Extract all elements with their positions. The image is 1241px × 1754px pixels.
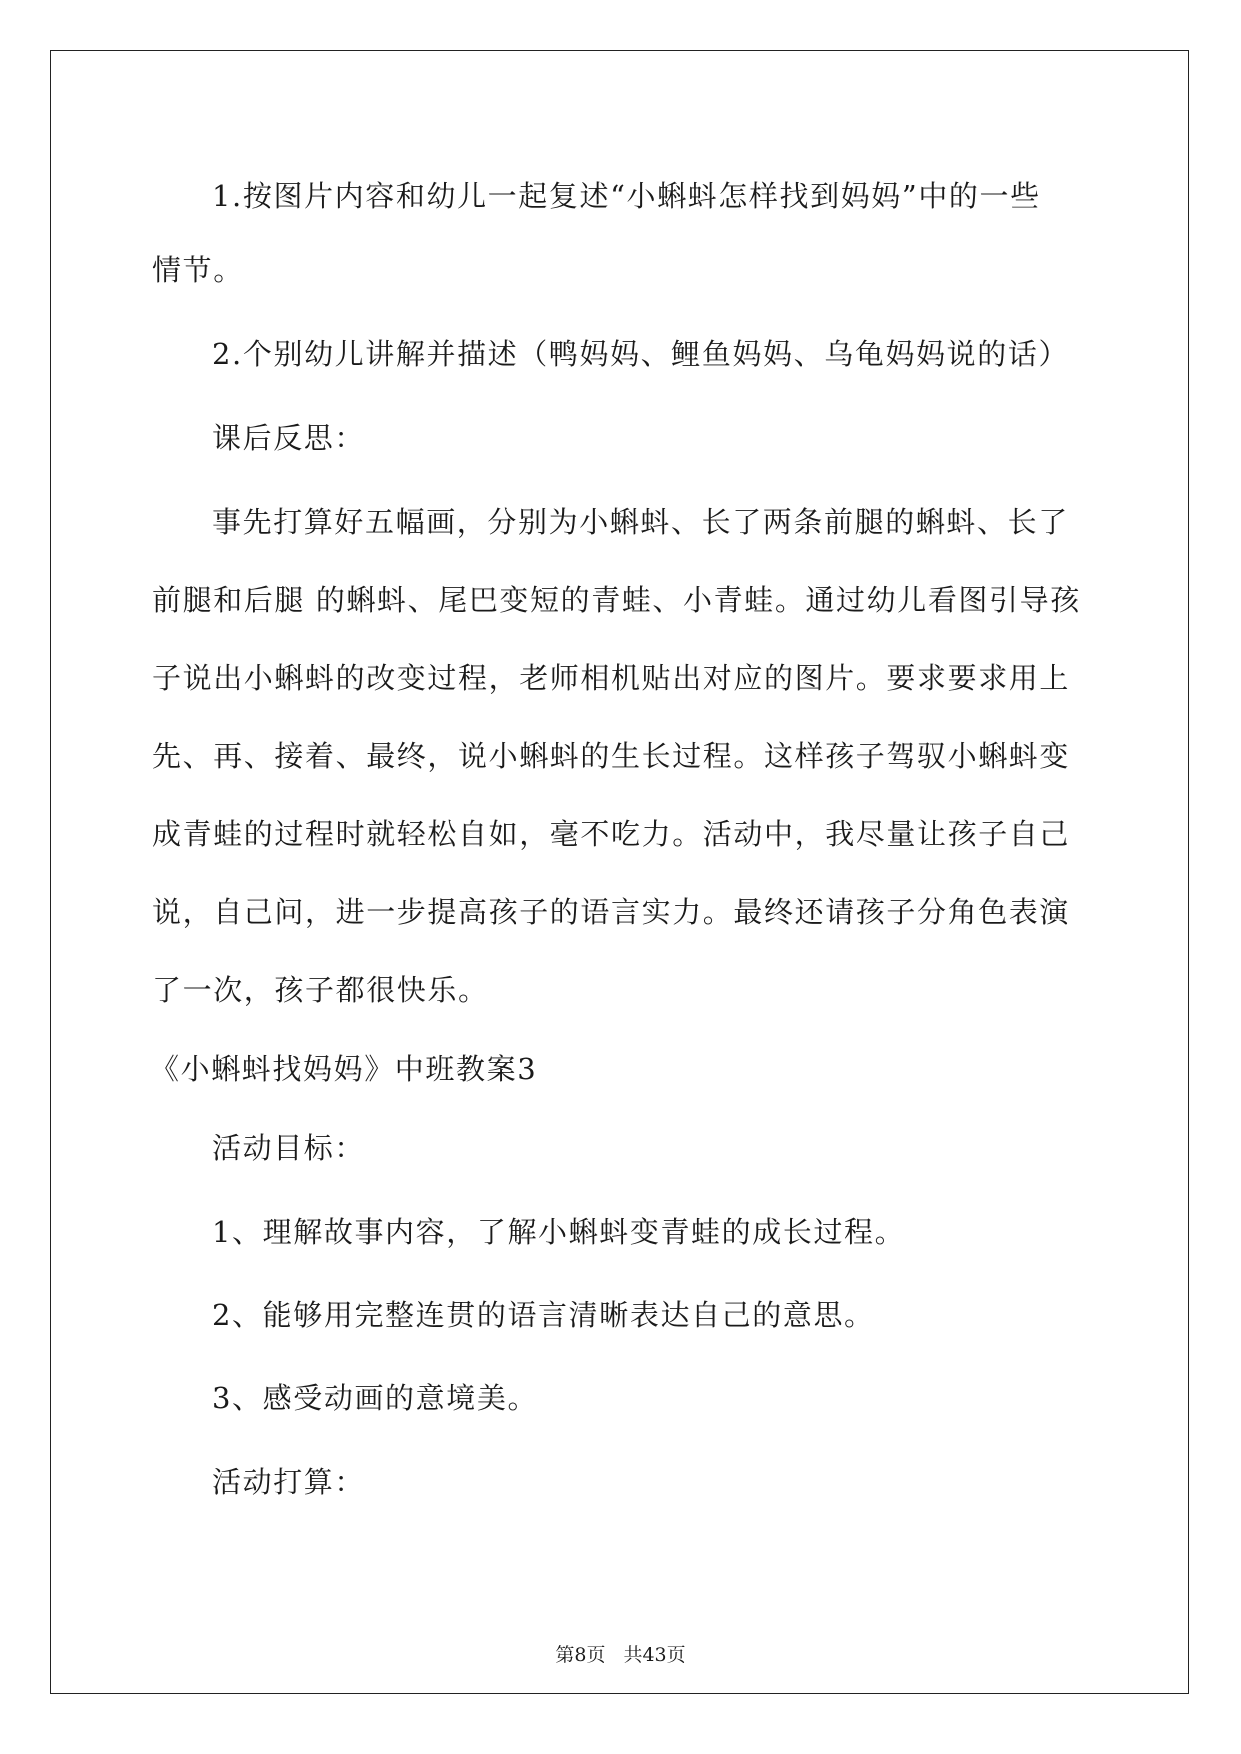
step-2-line: 2.个别幼儿讲解并描述（鸭妈妈、鲤鱼妈妈、乌龟妈妈说的话）: [212, 337, 1070, 371]
reflection-line-5: 成青蛙的过程时就轻松自如，毫不吃力。活动中，我尽量让孩子自己: [152, 817, 1071, 851]
reflection-line-4: 先、再、接着、最终，说小蝌蚪的生长过程。这样孩子驾驭小蝌蚪变: [152, 739, 1071, 773]
objective-1: 1、理解故事内容，了解小蝌蚪变青蛙的成长过程。: [212, 1215, 906, 1249]
preparation-heading: 活动打算：: [212, 1465, 366, 1499]
page-number: 第8页: [555, 1644, 606, 1666]
objective-3: 3、感受动画的意境美。: [212, 1381, 539, 1415]
reflection-line-2: 前腿和后腿 的蝌蚪、尾巴变短的青蛙、小青蛙。通过幼儿看图引导孩: [152, 583, 1081, 617]
reflection-line-6: 说，自己问，进一步提高孩子的语言实力。最终还请孩子分角色表演: [152, 895, 1071, 929]
objectives-heading: 活动目标：: [212, 1131, 366, 1165]
page-footer: [0, 1643, 1241, 1667]
page-total: 共43页: [623, 1644, 686, 1666]
reflection-heading: 课后反思：: [212, 421, 366, 455]
reflection-line-3: 子说出小蝌蚪的改变过程，老师相机贴出对应的图片。要求要求用上: [152, 661, 1071, 695]
step-1-line-2: 情节。: [152, 253, 244, 287]
step-1-line-1: 1.按图片内容和幼儿一起复述“小蝌蚪怎样找到妈妈”中的一些: [212, 179, 1041, 213]
reflection-line-7: 了一次，孩子都很快乐。: [152, 973, 489, 1007]
section-title: 《小蝌蚪找妈妈》中班教案3: [150, 1052, 538, 1086]
reflection-line-1: 事先打算好五幅画，分别为小蝌蚪、长了两条前腿的蝌蚪、长了: [212, 505, 1069, 539]
page-border: [50, 50, 1189, 1694]
objective-2: 2、能够用完整连贯的语言清晰表达自己的意思。: [212, 1298, 875, 1332]
